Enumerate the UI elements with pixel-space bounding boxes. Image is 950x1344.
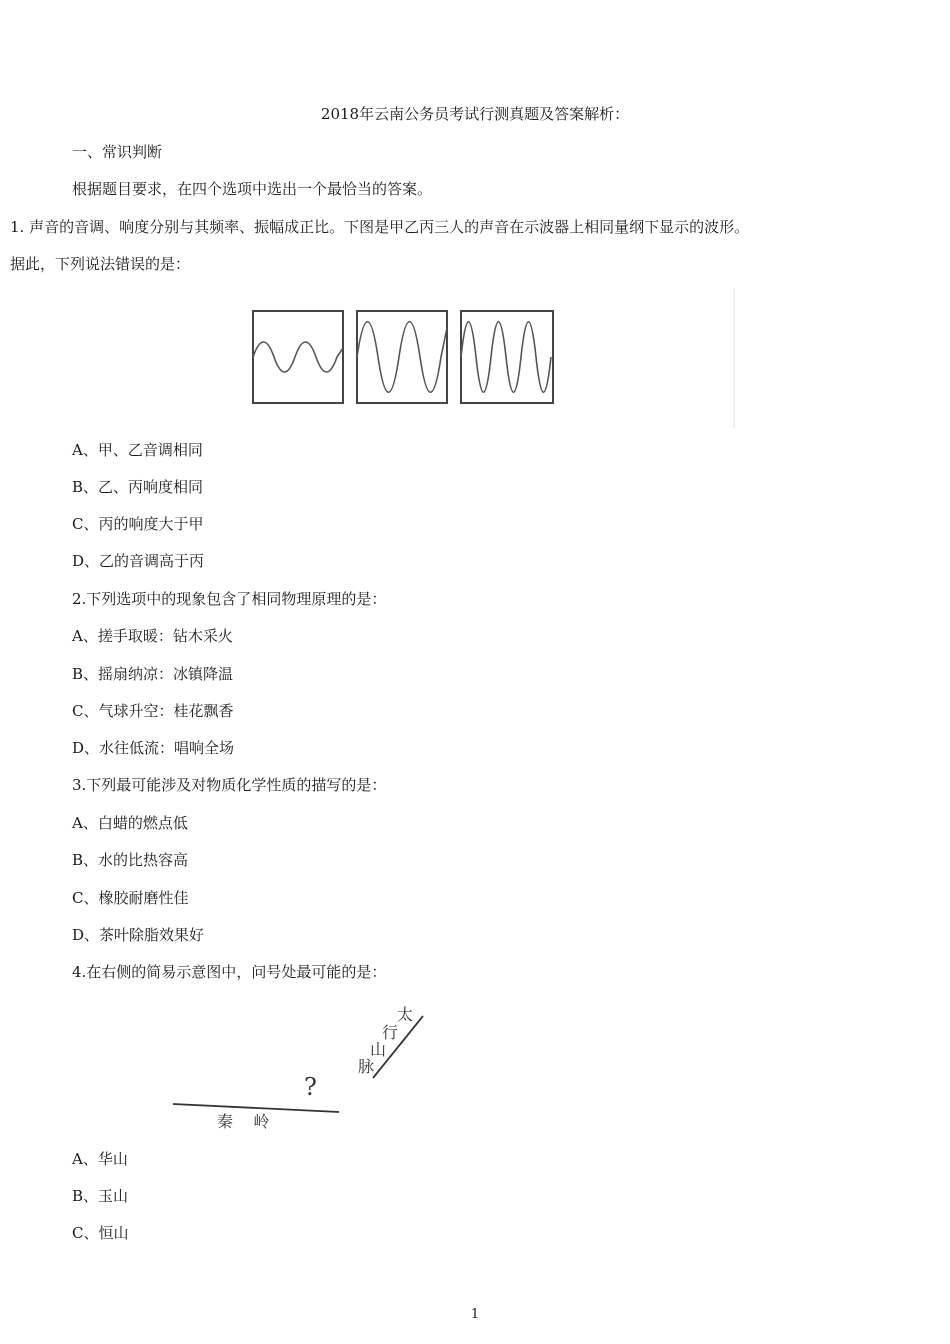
waveform-panel-jia (253, 311, 343, 403)
q3-option-c: C、橡胶耐磨性佳 (72, 889, 189, 907)
q1-stem-line2: 据此，下列说法错误的是： (10, 255, 191, 273)
question-mark: ? (304, 1073, 317, 1101)
waveform-panel-bing (461, 311, 553, 403)
qinling-label: 秦 岭 (217, 1112, 270, 1131)
waveform-jia (253, 342, 343, 372)
q2-option-a: A、搓手取暖：钻木采火 (72, 627, 233, 645)
instruction-text: 根据题目要求，在四个选项中选出一个最恰当的答案。 (72, 180, 433, 198)
taihang-char-1: 太 (397, 1005, 414, 1024)
waveform-bing (461, 322, 551, 393)
q1-option-b: B、乙、丙响度相同 (72, 478, 204, 496)
q2-stem: 2.下列选项中的现象包含了相同物理原理的是： (72, 590, 387, 608)
q4-option-b: B、玉山 (72, 1187, 129, 1205)
q1-option-d: D、乙的音调高于丙 (72, 552, 205, 570)
q3-option-b: B、水的比热容高 (72, 851, 189, 869)
q2-option-b: B、摇扇纳凉：冰镇降温 (72, 665, 234, 683)
taihang-char-2: 行 (382, 1023, 399, 1042)
q4-option-a: A、华山 (72, 1150, 128, 1168)
waveform-yi (357, 322, 447, 393)
q4-option-c: C、恒山 (72, 1224, 129, 1242)
q3-option-a: A、白蜡的燃点低 (72, 814, 188, 832)
page-number: 1 (470, 1307, 480, 1322)
q1-waveform-figure (245, 288, 740, 430)
taihang-char-4: 脉 (358, 1057, 375, 1076)
q3-stem: 3.下列最可能涉及对物质化学性质的描写的是： (72, 776, 387, 794)
q4-stem: 4.在右侧的简易示意图中，问号处最可能的是： (72, 963, 387, 981)
section-heading: 一、常识判断 (72, 143, 163, 161)
q1-option-a: A、甲、乙音调相同 (72, 441, 203, 459)
q4-map-figure (165, 1000, 530, 1145)
taihang-char-3: 山 (370, 1040, 387, 1059)
qinling-range-line (173, 1104, 339, 1112)
q2-option-c: C、气球升空：桂花飘香 (72, 702, 234, 720)
q1-stem-line1: 1. 声音的音调、响度分别与其频率、振幅成正比。下图是甲乙丙三人的声音在示波器上相同量纲下显示的波形。 (10, 218, 750, 236)
q3-option-d: D、茶叶除脂效果好 (72, 926, 205, 944)
q1-option-c: C、丙的响度大于甲 (72, 515, 204, 533)
document-title: 2018年云南公务员考试行测真题及答案解析： (320, 105, 630, 123)
q2-option-d: D、水往低流：唱响全场 (72, 739, 235, 757)
